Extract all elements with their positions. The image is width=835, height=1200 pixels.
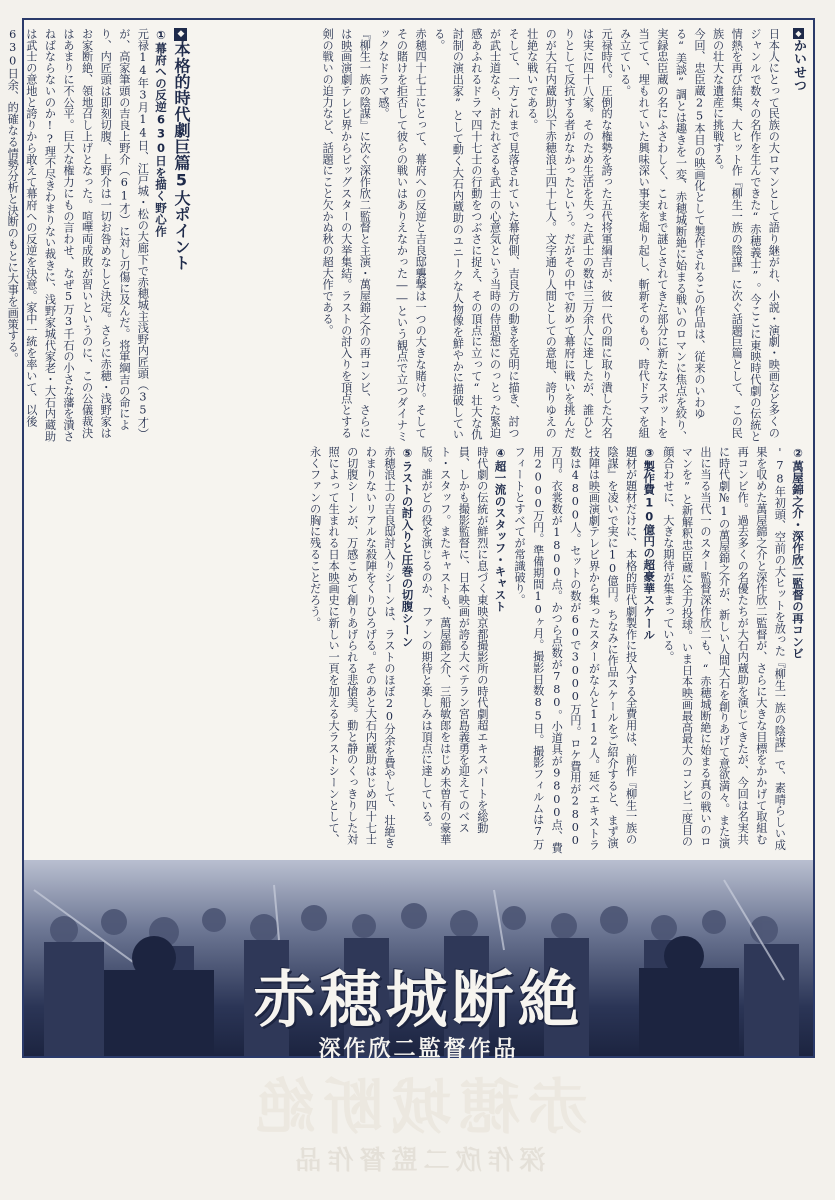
kaisetsu-paragraph: 今回、忠臣蔵25本目の映画化として製作されるこの作品は、従来のいわゆる“美談”調とは趣きを一変、赤穂城断絶に始まる戦いのロマンに焦点を絞り、実録忠臣蔵の名にふさわしく、これまで謎とされてきた部分に新たなスポットを当てて、埋もれていた興味深い事実を堀り起し、斬新そのもの、時代ドラマを組み立ている。	[618, 28, 707, 442]
kaisetsu-paragraph: 赤穂四十七士にとって、幕府への反逆と吉良邸襲撃は一つの大きな賭け。そしてその賭けを拒否して彼らの戦いはありえなかった――という観点で立つダイナミックなドラマ感。	[376, 28, 428, 442]
point4-title: ④超一流のスタッフ・キャスト	[493, 446, 508, 613]
point2-body: '78年初頭、空前の大ヒットを放った『柳生一族の陰謀』で、素晴らしい成果を収めた萬屋錦之介と深作欣二監督が、さらに大きな目標をかかげて取組む再コンビ作。過去多くの名優たちが大石内蔵助を演じてきたが、今回は名実共に時代劇№1の萬屋錦之介が、新しい人間大石を創りあげて意欲満々。また演出に当る当代一のスター監督深作欣二も、“赤穂城断絶に始まる真の戦いのロマンを”と新解釈忠臣蔵に全力投球。いま日本映画最高最大のコンビ二度目の顔合わせに、大きな期待が集まっている。	[661, 446, 787, 851]
points-section-top	[6, 28, 192, 444]
showthrough-credit: 深作欣二監督作品	[289, 1146, 546, 1176]
point5-body: 赤穂浪士の吉良邸討入りシーンは、ラストのほぼ20分余を費やして、壮絶きわまりないリアルな殺陣をくりひろげる。そのあと大石内蔵助はじめ四十七士の切腹シーンが、万感こめて創りあげられる悲愴美。動と静のくっきりした対照によって生まれる日本映画史に新しい一頁を加える大ラストシーンとして、永くファンの胸に残ることだろう。	[308, 446, 396, 849]
kaisetsu-paragraph: 元禄時代。圧倒的な権勢を誇った五代将軍綱吉が、彼一代の間に取り潰した大名は実に四十八家。そのため生活を失った武士の数は三万余人に達したが、誰ひとりとして反抗する者がなかったという。だがその中で初めて幕府に戦いを挑んだのが大石内蔵助以下赤穂浪士四十七人。文字通り人間としての意地、誇りゆえの壮絶な戦いである。	[525, 28, 614, 439]
showthrough-title: 赤穂城断絶	[247, 1073, 588, 1143]
diamond-mark-icon: ◆	[794, 28, 803, 39]
point5-title: ⑤ラストの討入りと圧巻の切腹シーン	[400, 446, 415, 648]
point4-body: 時代劇の伝統が鮮烈に息づく東映京都撮影所の時代劇超エキスパートを総動員、しかも撮影監督に、日本映画が誇る大ベテラン宮島義勇を迎えてのベスト・スタッフ。またキャストも、萬屋錦之介、三船敏郎をはじめ未曽有の豪華版。誰がどの役を演じるのか、ファンの期待と楽しみは頂点に達している。	[420, 446, 489, 845]
point1-title: ①幕府への反逆630日を描く野心作	[154, 28, 168, 237]
point3-body: 題材が題材だけに、本格的時代劇製作に投入する全費用は、前作『柳生一族の陰謀』を凌いで実に10億円。ちなみに作品スケールをご紹介すると、まず演技陣は映画演劇テレビ界から集ったスターがなんと112人。延べエキストラ数は4800人。セットの数が60で3000万円。ロケ費用が2800万円。衣裳数が1800点。かつら点数が780。小道具が9800点、費用2000万円。準備期間10ヶ月。撮影日数85日。撮影フィルムは7万フィートとすべてが常識破り。	[513, 446, 638, 854]
kaisetsu-paragraph: 日本人にとって民族の大ロマンとして語り継がれ、小説・演劇・映画など多くのジャンルで数々の名作を生んできた“赤穂義士”。今ここに東映時代劇の伝統と情熱を再び結集、大ヒット作『柳生一族の陰謀』に次ぐ話題巨篇として、この民族の壮大な遺産に挑戦する。	[711, 28, 781, 442]
kaisetsu-section	[189, 28, 807, 444]
point2-title: ②萬屋錦之介・深作欣二監督の再コンビ	[791, 446, 805, 660]
point3-title: ③製作費10億円の超豪華スケール	[642, 446, 657, 641]
diamond-mark-icon: ◆	[176, 29, 186, 40]
points-heading: ◆本格的時代劇巨篇5大ポイント	[172, 29, 191, 271]
points-section-bottom	[30, 446, 807, 856]
title-banner	[24, 860, 813, 1062]
kaisetsu-paragraph: 『柳生一族の陰謀』に次ぐ深作欣二監督と主演・萬屋錦之介の再コンビ、さらには映画演劇テレビ界からビッグスターの大挙集結。ラストの討入りを頂点とする剣の戦いの迫力など、話題にこと欠かぬ秋の超大作である。	[321, 28, 372, 439]
film-title: 赤穂城断絶	[253, 963, 584, 1036]
point1-body: 元禄14年3月14日、江戸城・松の大廊下で赤穂城主浅野内匠頭（35才）が、高家筆頭の吉良上野介（61才）に対し刃傷に及んだ。将軍綱吉の命により、内匠頭は即刻切腹、上野介は一切お咎めなしと決定。さらに赤穂・浅野家はお家断絶、領地召し上げとなった。喧嘩両成敗が習いというのに、この公儀裁決はあまりに不公平。巨大な権力にもの言わせ、なぜ5万3千石の小さな藩を潰さねばならないのか!?理不尽きわまりない裁きに、浅野家城代家老・大石内蔵助は武士の意地と誇りから敢えて幕府への反逆を決意。家中一統を率いて、以後630日余、的確なる情勢分析と決断のもとに大事を画策する。	[6, 28, 150, 442]
kaisetsu-heading: ◆かいせつ	[791, 28, 806, 92]
kaisetsu-paragraph: そして、一方これまで見落されていた幕府側、吉良方の動きを克明に描き、討つが武士道なら、討たれざるも武士の心意気という当時の侍思想にのっとった緊迫感あふれるドラマ四十七士の行動をつぶさに捉え、その頂点に立って“壮大な仇討制の演出家”として動く大石内蔵助のユニークな人物像を鮮やかに描破している。	[432, 28, 521, 441]
director-credit: 深作欣二監督作品	[318, 1037, 519, 1062]
flyer-sheet	[6, 18, 815, 1062]
